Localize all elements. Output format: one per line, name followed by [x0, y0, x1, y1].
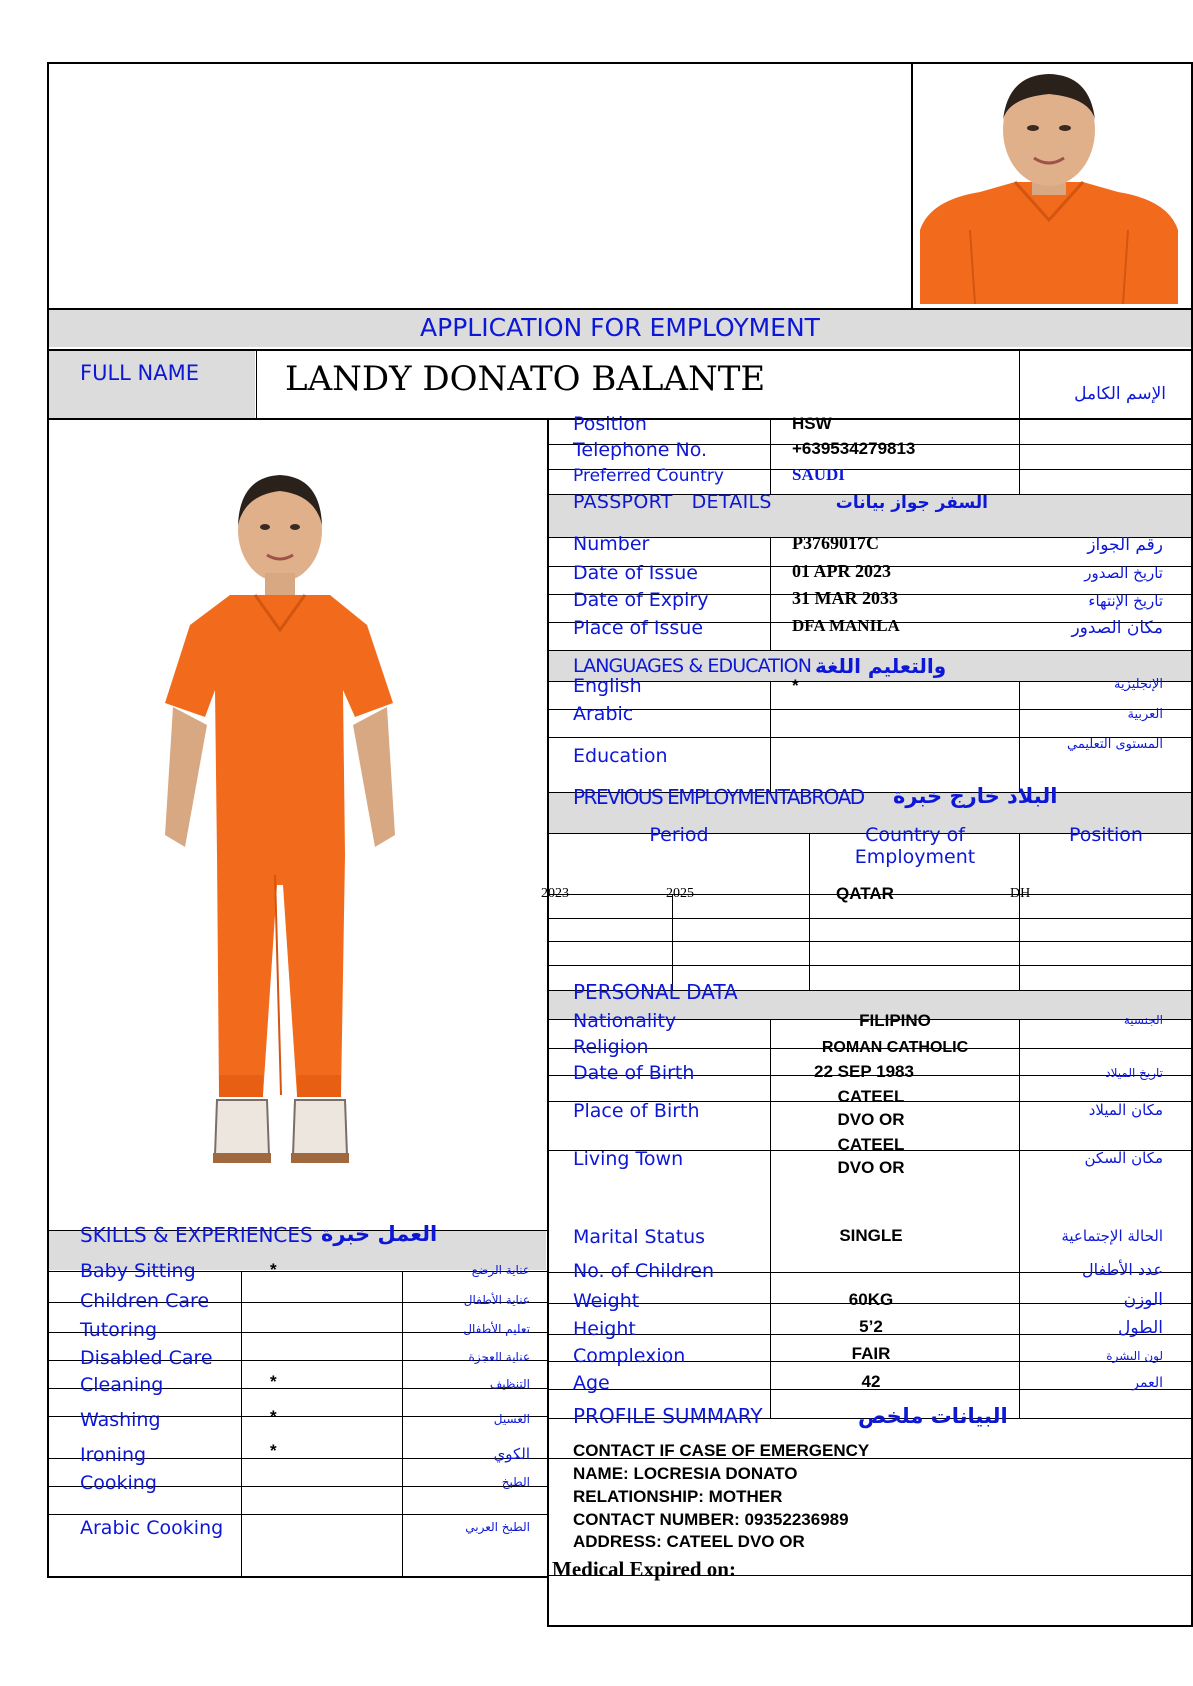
skill-cooking-ar: الطبخ: [501, 1475, 530, 1489]
dob-label: Date of Birth: [573, 1062, 695, 1084]
skill-arabic-cooking-label: Arabic Cooking: [80, 1517, 224, 1539]
previous-employment-header: PREVIOUS EMPLOYMENTABROAD: [573, 785, 864, 809]
pob-value-line1: CATEEL: [837, 1087, 905, 1106]
period-from: 2023: [541, 886, 569, 901]
religion-value: ROMAN CATHOLIC: [821, 1039, 969, 1056]
living-town-label: Living Town: [573, 1148, 684, 1170]
pob-label: Place of Birth: [573, 1100, 700, 1122]
telephone-value: +639534279813: [792, 439, 916, 458]
education-label: Education: [573, 745, 668, 767]
profile-line-5: ADDRESS: CATEEL DVO OR: [573, 1532, 805, 1551]
skill-children-care-label: Children Care: [80, 1290, 210, 1312]
profile-line-3: RELATIONSHIP: MOTHER: [573, 1487, 783, 1506]
skill-tutoring-label: Tutoring: [80, 1319, 158, 1341]
living-town-ar: مكان السكن: [1084, 1149, 1163, 1167]
complexion-value: FAIR: [851, 1344, 891, 1363]
nationality-value: FILIPINO: [859, 1011, 931, 1030]
arabic-label: Arabic: [573, 703, 634, 725]
pob-value-line2: DVO OR: [837, 1110, 905, 1129]
passport-header: PASSPORT DETAILS: [573, 491, 772, 513]
passport-number-value: P3769017C: [792, 533, 879, 553]
skill-children-care-ar: عناية الأطفال: [463, 1293, 530, 1307]
headshot-photo: [920, 70, 1178, 304]
issue-place-value: DFA MANILA: [792, 616, 900, 635]
skill-cleaning-label: Cleaning: [80, 1374, 164, 1396]
full-name-ar: الإسم الكامل: [1074, 384, 1166, 404]
living-town-line2: DVO OR: [837, 1158, 905, 1177]
english-ar: الإنجليزية: [1113, 677, 1163, 692]
full-name-label: FULL NAME: [80, 361, 199, 385]
languages-header: LANGUAGES & EDUCATION: [573, 655, 812, 677]
height-ar: الطول: [1118, 1318, 1163, 1338]
medical-expiry: Medical Expired on:: [552, 1557, 736, 1581]
profile-line-4: CONTACT NUMBER: 09352236989: [573, 1510, 849, 1529]
complexion-label: Complexion: [573, 1345, 686, 1367]
marital-status-label: Marital Status: [573, 1226, 706, 1248]
living-town-line1: CATEEL: [837, 1135, 905, 1154]
country-col-header: Country of Employment: [854, 824, 976, 868]
skill-cleaning-value: *: [270, 1372, 277, 1391]
languages-header-ar: والتعليم اللغة: [815, 654, 947, 678]
expiry-date-ar: تاريخ الإنتهاء: [1088, 592, 1163, 610]
issue-place-ar: مكان الصدور: [1071, 618, 1163, 638]
period-col-header: Period: [649, 824, 709, 846]
issue-place-label: Place of Issue: [573, 617, 704, 639]
dob-value: 22 SEP 1983: [814, 1062, 914, 1081]
passport-number-label: Number: [573, 533, 650, 555]
height-label: Height: [573, 1318, 636, 1340]
position-label: Position: [573, 413, 647, 435]
age-label: Age: [573, 1372, 610, 1394]
weight-label: Weight: [573, 1290, 640, 1312]
preferred-country-value: SAUDI: [792, 465, 845, 484]
skills-header: SKILLS & EXPERIENCES: [80, 1223, 313, 1247]
skills-header-ar: العمل خبرة: [321, 1222, 438, 1246]
period-to: 2025: [666, 886, 694, 901]
weight-ar: الوزن: [1123, 1290, 1163, 1310]
employment-position: DH: [1010, 886, 1031, 901]
complexion-ar: لون البشرة: [1106, 1349, 1163, 1363]
position-value: HSW: [792, 414, 832, 433]
skill-tutoring-ar: تعليم الأطفال: [463, 1322, 530, 1336]
skill-baby-sitting-value: *: [270, 1260, 277, 1279]
arabic-ar: العربية: [1127, 707, 1163, 722]
full-name-value: LANDY DONATO BALANTE: [285, 359, 766, 399]
employment-country: QATAR: [836, 884, 894, 903]
passport-header-ar: السفر جواز بيانات: [835, 493, 988, 513]
issue-date-value: 01 APR 2023: [792, 561, 891, 581]
position-col-header: Position: [1069, 824, 1143, 846]
form-title: APPLICATION FOR EMPLOYMENT: [420, 313, 820, 342]
english-value: *: [792, 676, 799, 695]
english-label: English: [573, 675, 642, 697]
children-label: No. of Children: [573, 1260, 714, 1282]
skill-baby-sitting-ar: عناية الرضع: [471, 1263, 530, 1277]
skill-ironing-ar: الكوي: [493, 1445, 530, 1463]
skill-washing-value: *: [270, 1407, 277, 1426]
age-ar: العمر: [1132, 1375, 1163, 1391]
religion-label: Religion: [573, 1036, 649, 1058]
nationality-ar: الجنسية: [1123, 1013, 1163, 1027]
issue-date-ar: تاريخ الصدور: [1084, 564, 1163, 582]
skill-ironing-value: *: [270, 1441, 277, 1460]
skill-cleaning-ar: التنظيف: [489, 1377, 530, 1391]
marital-status-value: SINGLE: [839, 1226, 903, 1245]
expiry-date-value: 31 MAR 2033: [792, 588, 898, 608]
profile-line-1: CONTACT IF CASE OF EMERGENCY: [573, 1441, 870, 1460]
height-value: 5’2: [859, 1317, 883, 1336]
personal-data-header: PERSONAL DATA: [573, 980, 738, 1004]
full-body-photo: [145, 455, 455, 1207]
skill-disabled-care-ar: عناية العجزة: [468, 1350, 530, 1364]
profile-summary-header-ar: البيانات ملخص: [858, 1404, 1008, 1428]
children-ar: عدد الأطفال: [1081, 1260, 1163, 1279]
issue-date-label: Date of Issue: [573, 562, 698, 584]
passport-number-ar: رقم الجواز: [1087, 535, 1163, 555]
preferred-country-label: Preferred Country: [573, 466, 724, 486]
age-value: 42: [861, 1372, 881, 1391]
pob-ar: مكان الميلاد: [1088, 1101, 1163, 1119]
expiry-date-label: Date of Expiry: [573, 589, 709, 611]
skill-cooking-label: Cooking: [80, 1472, 157, 1494]
weight-value: 60KG: [848, 1290, 894, 1309]
telephone-label: Telephone No.: [573, 439, 708, 461]
education-ar: المستوى التعليمي: [1067, 737, 1163, 752]
skill-washing-label: Washing: [80, 1409, 161, 1431]
nationality-label: Nationality: [573, 1010, 677, 1032]
previous-employment-header-ar: البلاد خارج خبرة: [893, 784, 1058, 808]
skill-baby-sitting-label: Baby Sitting: [80, 1260, 196, 1282]
profile-line-2: NAME: LOCRESIA DONATO: [573, 1464, 798, 1483]
skill-ironing-label: Ironing: [80, 1444, 147, 1466]
skill-washing-ar: الغسيل: [493, 1412, 530, 1426]
skill-disabled-care-label: Disabled Care: [80, 1347, 213, 1369]
dob-ar: تاريخ الميلاد: [1105, 1066, 1163, 1080]
profile-summary-header: PROFILE SUMMARY: [573, 1404, 763, 1428]
marital-status-ar: الحالة الإجتماعية: [1061, 1227, 1163, 1245]
skill-arabic-cooking-ar: الطبخ العربي: [465, 1520, 530, 1534]
